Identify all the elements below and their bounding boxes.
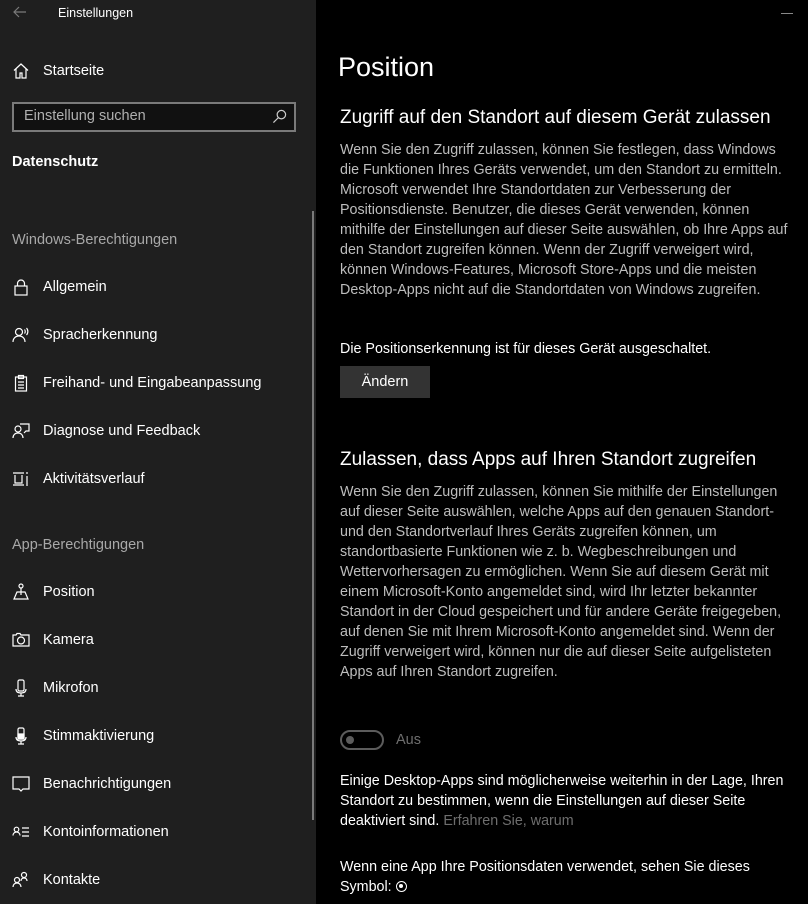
search-icon[interactable] — [272, 109, 288, 125]
notification-icon — [11, 774, 31, 794]
sidebar-item-diagnose[interactable] — [0, 411, 310, 451]
location-symbol-note-text: Wenn eine App Ihre Positionsdaten verwendet, sehen Sie dieses Symbol: — [340, 859, 750, 895]
sidebar-item-label: Allgemein — [43, 279, 107, 295]
sidebar-item-label: Stimmaktivierung — [43, 728, 155, 744]
toggle-state-label: Aus — [396, 732, 421, 748]
toggle-knob — [346, 736, 354, 744]
location-icon — [11, 582, 31, 602]
search-input[interactable] — [24, 108, 264, 124]
sidebar-item-label: Diagnose und Feedback — [43, 423, 201, 439]
sidebar-item-label: Kontakte — [43, 872, 101, 888]
sidebar-item-kontoinformationen[interactable] — [0, 812, 310, 852]
sidebar-item-home[interactable] — [0, 51, 310, 91]
group-heading-windows-permissions: Windows-Berechtigungen — [12, 232, 178, 248]
contacts-icon — [11, 870, 31, 890]
lock-icon — [11, 277, 31, 297]
sidebar-item-kamera[interactable] — [0, 620, 310, 660]
location-in-use-icon — [396, 881, 407, 892]
sidebar-item-benachrichtigungen[interactable] — [0, 764, 310, 804]
camera-icon — [11, 630, 31, 650]
sidebar-item-label: Aktivitätsverlauf — [43, 471, 145, 487]
change-button[interactable]: Ändern — [340, 366, 430, 398]
sidebar — [0, 0, 316, 904]
sidebar-item-label: Freihand- und Eingabeanpassung — [43, 375, 262, 391]
minimize-icon[interactable] — [781, 13, 793, 14]
speech-icon — [11, 325, 31, 345]
section-heading-device-location: Zugriff auf den Standort auf diesem Gerät zulassen — [340, 107, 771, 128]
sidebar-item-label: Position — [43, 584, 95, 600]
sidebar-item-aktivitaetsverlauf[interactable] — [0, 459, 310, 499]
sidebar-item-label: Benachrichtigungen — [43, 776, 172, 792]
sidebar-item-label: Kamera — [43, 632, 94, 648]
section-heading-app-location: Zulassen, dass Apps auf Ihren Standort zugreifen — [340, 449, 757, 470]
sidebar-item-spracherkennung[interactable] — [0, 315, 310, 355]
desktop-apps-note — [340, 771, 795, 831]
desktop-apps-note-text: Einige Desktop-Apps sind möglicherweise weiterhin in der Lage, Ihren Standort zu bestimmen, wenn die Einstellungen auf dieser Seite deaktiviert sind. — [340, 773, 784, 829]
location-status-text: Die Positionserkennung ist für dieses Gerät ausgeschaltet. — [340, 341, 712, 357]
home-icon — [11, 61, 31, 81]
sidebar-item-label: Spracherkennung — [43, 327, 158, 343]
sidebar-item-kontakte[interactable] — [0, 860, 310, 900]
section-description-device-location: Wenn Sie den Zugriff zulassen, können Sie festlegen, dass Windows die Funktionen Ihres Geräts verwendet, um den Standort zu ermitteln. Microsoft verwendet Ihre Standortdaten zur Verbesserung der Positionsdienste. Benutzer, die dieses Gerät verwenden, können mithilfe der Einstellungen auf dieser Seite auswählen, ob Ihre Apps auf den Standort zugreifen können. Wenn der Zugriff verweigert wird, können Windows-Features, Microsoft Store-Apps und die meisten Desktop-Apps nicht auf die Standortdaten von Windows zugreifen. — [340, 142, 788, 298]
account-info-icon — [11, 822, 31, 842]
sidebar-item-label: Kontoinformationen — [43, 824, 169, 840]
back-arrow-icon[interactable] — [12, 4, 30, 24]
app-title: Einstellungen — [58, 6, 134, 20]
clipboard-icon — [11, 373, 31, 393]
sidebar-item-allgemein[interactable] — [0, 267, 310, 307]
learn-more-link[interactable]: Erfahren Sie, warum — [443, 813, 574, 829]
sidebar-item-stimmaktivierung[interactable] — [0, 716, 310, 756]
voice-activation-icon — [11, 726, 31, 746]
timeline-icon — [11, 469, 31, 489]
location-symbol-note — [340, 857, 795, 897]
section-description-app-location: Wenn Sie den Zugriff zulassen, können Sie mithilfe der Einstellungen auf dieser Seite auswählen, welche Apps auf den genauen Standort- und den Standortverlauf Ihres Geräts zugreifen können, um standortbasierte Funktionen wie z. b. Wegbeschreibungen und Wettervorhersagen zu ermöglichen. Wenn Sie auf diesem Gerät mit einem Microsoft-Konto angemeldet sind, wird Ihr letzter bekannter Standort in der Cloud gespeichert und für andere Geräte freigegeben, auf denen Sie mit Ihrem Microsoft-Konto angemeldet sind. Wenn der Zugriff verweigert wird, können nur die auf dieser Seite aufgelisteten Apps auf Ihren Standort zugreifen. — [340, 484, 782, 680]
search-box[interactable] — [12, 102, 296, 132]
section-title: Datenschutz — [12, 154, 99, 170]
group-heading-app-permissions: App-Berechtigungen — [12, 537, 145, 553]
sidebar-item-position[interactable] — [0, 572, 310, 612]
feedback-icon — [11, 421, 31, 441]
sidebar-item-label: Startseite — [43, 63, 105, 79]
microphone-icon — [11, 678, 31, 698]
app-location-toggle[interactable] — [340, 730, 384, 750]
sidebar-item-mikrofon[interactable] — [0, 668, 310, 708]
sidebar-scrollbar[interactable] — [312, 211, 314, 820]
sidebar-item-label: Mikrofon — [43, 680, 99, 696]
sidebar-item-freihand[interactable] — [0, 363, 310, 403]
page-title: Position — [338, 52, 435, 82]
